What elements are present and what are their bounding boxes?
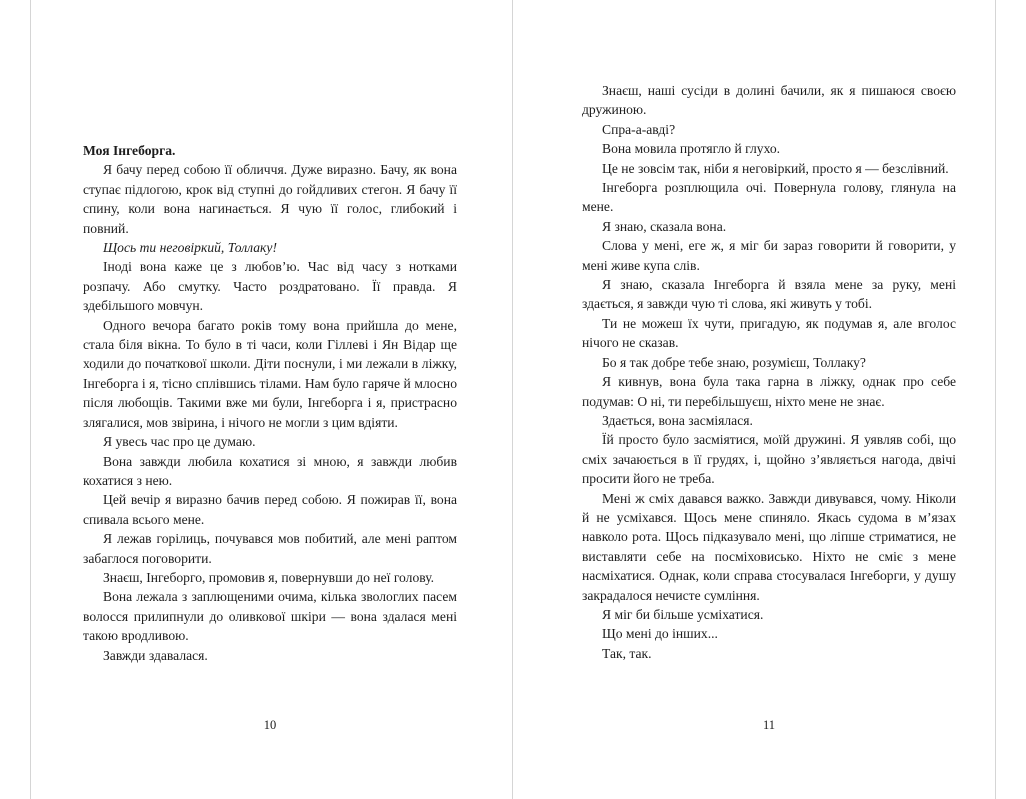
paragraph-italic: Щось ти неговіркий, Толлаку! [103,240,277,256]
paragraph: Я увесь час про це думаю. [103,434,256,450]
paragraph: Я бачу перед собою її обличчя. Дуже виразно. Бачу, як вона ступає підлогою, крок від ступні до гойдливих стегон. Я бачу її спину, коли вона нагинається. Я чую її голос, глибокий і повний. [83,162,457,236]
paragraph: Я кивнув, вона була така гарна в ліжку, однак про себе подумав: О ні, ти перебільшуєш, ніхто мене не знає. [582,374,956,409]
page-number: 10 [263,718,277,732]
paragraph: Завжди здавалася. [103,647,208,663]
section-heading: Моя Інгеборга. [83,143,176,158]
paragraph: Спра-а-авді? [602,121,676,137]
paragraph: Так, так. [602,645,652,661]
paragraph: Вона лежала з заплющеними очима, кілька звологлих пасем волосся прилипнули до оливкової шкіри — вона здалася мені такою вродливою. [83,589,457,644]
left-page-text [83,141,457,665]
paragraph: Що мені до інших... [602,626,718,642]
paragraph: Їй просто було засміятися, моїй дружині. Я уявляв собі, що сміх зачаюється в її грудях, і, щойно з’являється нагода, двічі просити його не треба. [582,432,956,487]
paragraph: Знаєш, наші сусіди в долині бачили, як я пишаюся своєю дружиною. [582,83,956,118]
paragraph: Я знаю, сказала Інгеборга й взяла мене за руку, мені здається, я завжди чую ті слова, які живуть у тобі. [582,277,956,312]
paragraph: Я міг би більше усміхатися. [602,606,764,622]
paragraph: Знаєш, Інгеборго, промовив я, повернувши до неї голову. [103,569,435,585]
paragraph: Бо я так добре тебе знаю, розумієш, Толлаку? [602,354,866,370]
paragraph: Цей вечір я виразно бачив перед собою. Я пожирав її, вона спивала всього мене. [83,492,457,527]
right-page [513,0,996,799]
paragraph: Вона завжди любила кохатися зі мною, я завжди любив кохатися з нею. [83,453,457,488]
right-page-text [582,81,956,663]
page-number: 11 [762,718,776,732]
paragraph: Одного вечора багато років тому вона прийшла до мене, стала біля вікна. То було в ті часи, коли Гіллеві і Ян Відар ще ходили до початкової школи. Діти поснули, і ми лежали в ліжку, Інгеборга і я, тісно сплівшись тілами. Нам було гаряче й млосно після любощів. Такими вже ми були, Інгеборга і я, пристрасно злягалися, мов звірина, і нічого не могли з цим вдіяти. [83,317,457,430]
paragraph: Інгеборга розплющила очі. Повернула голову, глянула на мене. [582,180,956,215]
paragraph: Ти не можеш їх чути, пригадую, як подумав я, але вголос нічого не сказав. [582,315,956,351]
paragraph: Мені ж сміх давався важко. Завжди дивувався, чому. Ніколи й не усміхався. Щось мене спиняло. Якась судома в м’язах навколо рота. Щось підказувало мені, що ліпше стриматися, не виставляти себе на посміховисько. Ніхто не сміє з мене насміхатися. Однак, коли справа стосувалася Інгеборги, у душу закрадалося нечисте сумління. [582,490,956,603]
paragraph: Я знаю, сказала вона. [602,218,727,234]
paragraph: Я лежав горілиць, почувався мов побитий, але мені раптом забаглося поговорити. [83,531,457,566]
paragraph: Вона мовила протягло й глухо. [602,141,781,157]
paragraph: Здається, вона засміялася. [602,412,753,428]
paragraph: Іноді вона каже це з любов’ю. Час від часу з нотками розпачу. Або смутку. Часто роздратовано. Її правда. Я здебільшого мовчун. [83,259,457,314]
left-page [30,0,513,799]
paragraph: Слова у мені, еге ж, я міг би зараз говорити й говорити, у мені живе купа слів. [582,238,956,273]
paragraph: Це не зовсім так, ніби я неговіркий, просто я — безслівний. [602,160,949,176]
